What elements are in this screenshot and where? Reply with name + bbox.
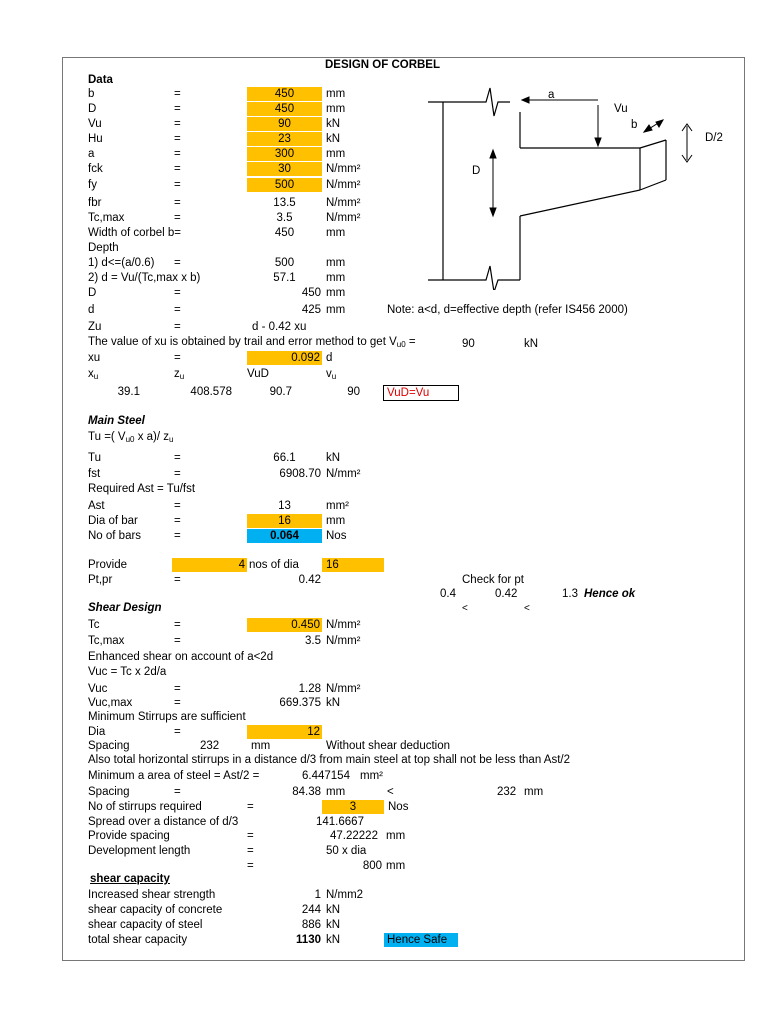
eq: = <box>174 500 181 512</box>
arrow-head <box>595 138 601 146</box>
unit: mm <box>326 257 346 269</box>
bottom-break-line <box>428 266 520 290</box>
xu-explanation: The value of xu is obtained by trail and error method to get $V_{u0}$ = <box>88 336 416 349</box>
unit: mm <box>326 103 346 115</box>
eq: = <box>174 103 181 115</box>
value-capacity-steel: 886 <box>301 919 321 931</box>
label-b: b <box>631 119 638 131</box>
value-d: 425 <box>301 304 321 316</box>
value-D2: 450 <box>301 287 321 299</box>
unit: N/mm² <box>326 179 361 191</box>
eq: = <box>174 257 181 269</box>
unit: mm <box>326 88 346 100</box>
value-spacing2: 84.38 <box>292 786 321 798</box>
unit: mm² <box>360 770 383 782</box>
label-xu: xu <box>88 352 101 364</box>
label-no-bars: No of bars <box>88 530 142 542</box>
eq: = <box>247 860 254 872</box>
unit: mm <box>386 830 406 842</box>
value-d1: 500 <box>274 257 295 269</box>
check-vud-vu: VuD=Vu <box>383 385 459 401</box>
label-nstir: No of stirrups required <box>88 801 202 813</box>
label-d2: D/2 <box>705 132 723 144</box>
label-D: D <box>88 103 97 115</box>
input-dia-bar[interactable]: 16 <box>247 514 322 528</box>
value-spacing: 232 <box>200 740 220 752</box>
corbel-diagram <box>418 80 728 290</box>
unit: N/mm2 <box>326 889 364 901</box>
unit: kN <box>326 118 341 130</box>
unit: mm <box>326 227 346 239</box>
unit: mm <box>251 740 271 752</box>
eq: = <box>174 197 181 209</box>
unit: mm <box>326 786 346 798</box>
label-fck: fck <box>88 163 103 175</box>
unit: N/mm² <box>326 468 361 480</box>
value-spread: 141.6667 <box>316 816 364 828</box>
value-development-length: 800 <box>362 860 382 872</box>
unit: kN <box>326 133 341 145</box>
eq: = <box>174 786 181 798</box>
label-spacing2: Spacing <box>88 786 130 798</box>
depth-edge-top <box>640 140 666 148</box>
value-no-bars: 0.064 <box>247 529 322 543</box>
value-ptpr: 0.42 <box>298 574 321 586</box>
unit: d <box>326 352 333 364</box>
label-total-capacity: total shear capacity <box>88 934 188 946</box>
label-tcmax: Tc,max <box>88 212 125 224</box>
note-text: Note: a<d, d=effective depth (refer IS456 2000) <box>387 304 628 316</box>
check-pt-max: 1.3 <box>562 588 578 600</box>
check-pt-value: 0.42 <box>495 588 518 600</box>
arrow-head <box>656 120 663 127</box>
value-width: 450 <box>274 227 295 239</box>
unit: N/mm² <box>326 197 361 209</box>
value-min-area: 6.447154 <box>302 770 350 782</box>
eq: = <box>174 619 181 631</box>
label-zu: Zu <box>88 321 102 333</box>
value-vuc: 1.28 <box>298 683 321 695</box>
provide-mid: nos of dia <box>249 559 299 571</box>
eq: = <box>174 574 181 586</box>
value-tcmax: 3.5 <box>305 635 321 647</box>
value-vucmax: 669.375 <box>279 697 321 709</box>
arrow-head <box>644 125 652 132</box>
label-Hu: Hu <box>88 133 103 145</box>
eq: = <box>174 452 181 464</box>
value-tu: 66.1 <box>273 452 296 464</box>
val-vu: 90 <box>347 386 360 398</box>
input-provide-nos[interactable]: 4 <box>172 558 247 572</box>
eq: = <box>174 697 181 709</box>
eq: = <box>174 468 181 480</box>
label-d2: 2) d = Vu/(Tc,max x b) <box>88 272 201 284</box>
eq: = <box>247 801 254 813</box>
label-capacity-concrete: shear capacity of concrete <box>88 904 223 916</box>
depth-edge-bottom <box>640 180 666 190</box>
value-ast: 13 <box>278 500 291 512</box>
input-tc[interactable]: 0.450 <box>247 618 322 632</box>
input-nstir[interactable]: 3 <box>322 800 384 814</box>
label-tc: Tc <box>88 619 100 631</box>
value-total-capacity: 1130 <box>296 934 321 946</box>
check-pt-label: Check for pt <box>462 574 524 586</box>
eq: = <box>174 515 181 527</box>
shear-capacity-header: shear capacity <box>90 873 170 885</box>
eq: = <box>247 830 254 842</box>
label-vucmax: Vuc,max <box>88 697 133 709</box>
spacing-note: Without shear deduction <box>326 740 451 752</box>
label-b: b <box>88 88 95 100</box>
label-D2: D <box>88 287 97 299</box>
label-ptpr: Pt,pr <box>88 574 113 586</box>
unit: N/mm² <box>326 212 361 224</box>
unit: mm <box>326 515 346 527</box>
unit: kN <box>326 697 341 709</box>
unit: mm <box>326 148 346 160</box>
label-fbr: fbr <box>88 197 102 209</box>
label-spread: Spread over a distance of d/3 <box>88 816 239 828</box>
hdr-zu: $z_u$ <box>174 368 185 381</box>
top-break-line <box>428 88 510 116</box>
val-xu: 39.1 <box>117 386 140 398</box>
label-vu: Vu <box>614 103 628 115</box>
label-d: d <box>88 304 95 316</box>
unit: mm² <box>326 500 349 512</box>
label-fy: fy <box>88 179 97 191</box>
label-tcmax: Tc,max <box>88 635 125 647</box>
lt-symbol: < <box>462 603 468 614</box>
value-provide-spacing: 47.22222 <box>330 830 378 842</box>
label-width: Width of corbel b= <box>88 227 182 239</box>
label-a: a <box>548 89 555 101</box>
unit: N/mm² <box>326 619 361 631</box>
input-stirrup-dia[interactable]: 12 <box>247 725 322 739</box>
eq: = <box>174 530 181 542</box>
value-increased-shear: 1 <box>314 889 321 901</box>
hdr-xu: $x_u$ <box>88 368 99 381</box>
label-stirrup-dia: Dia <box>88 726 106 738</box>
check-pt-result: Hence ok <box>584 588 636 600</box>
min-stirrups: Minimum Stirrups are sufficient <box>88 711 246 723</box>
eq: = <box>174 683 181 695</box>
unit: mm <box>524 786 544 798</box>
tu-formula: Tu =( $V_{u0}$ x a)/ $z_u$ <box>88 431 174 444</box>
horizontal-stirrups-note: Also total horizontal stirrups in a distance d/3 from main steel at top shall not be less than Ast/2 <box>88 754 570 766</box>
unit: N/mm² <box>326 163 361 175</box>
unit: mm <box>326 304 346 316</box>
input-b[interactable]: 450 <box>247 87 322 101</box>
arrow-head <box>490 150 496 158</box>
enhanced-shear: Enhanced shear on account of a<2d <box>88 651 274 663</box>
unit: Nos <box>326 530 347 542</box>
eq: = <box>174 352 181 364</box>
unit: N/mm² <box>326 683 361 695</box>
val-vud: 90.7 <box>269 386 292 398</box>
unit: kN <box>326 934 341 946</box>
hdr-vu: $v_u$ <box>326 368 337 381</box>
label-development-length: Development length <box>88 845 191 857</box>
input-provide-dia[interactable]: 16 <box>322 558 384 572</box>
eq: = <box>174 321 181 333</box>
label-fst: fst <box>88 468 101 480</box>
unit: Nos <box>388 801 409 813</box>
input-xu[interactable]: 0.092 <box>247 351 322 365</box>
value-fbr: 13.5 <box>273 197 296 209</box>
input-a[interactable]: 300 <box>247 147 322 161</box>
eq: = <box>174 118 181 130</box>
eq: = <box>174 133 181 145</box>
eq: = <box>174 148 181 160</box>
main-steel-header: Main Steel <box>88 415 145 427</box>
label-dia-bar: Dia of bar <box>88 515 138 527</box>
eq: = <box>174 726 181 738</box>
unit: kN <box>326 919 341 931</box>
lt-symbol: < <box>524 603 530 614</box>
label-d1: 1) d<=(a/0.6) <box>88 257 155 269</box>
corbel-bottom <box>520 190 640 216</box>
xu-target: 90 <box>462 338 475 350</box>
hdr-vud: VuD <box>247 368 269 380</box>
label-min-area: Minimum a area of steel = Ast/2 = <box>88 770 260 782</box>
label-spacing: Spacing <box>88 740 130 752</box>
label-vuc: Vuc <box>88 683 108 695</box>
value-tcmax: 3.5 <box>276 212 293 224</box>
input-Hu[interactable]: 23 <box>247 132 322 146</box>
value-development-formula: 50 x dia <box>326 845 367 857</box>
arrow-head <box>522 97 529 103</box>
label-Vu: Vu <box>88 118 102 130</box>
status-badge: Hence Safe <box>384 933 458 947</box>
value-fst: 6908.70 <box>279 468 321 480</box>
input-D[interactable]: 450 <box>247 102 322 116</box>
eq: = <box>174 212 181 224</box>
label-increased-shear: Increased shear strength <box>88 889 216 901</box>
lt-symbol: < <box>387 786 394 798</box>
eq: = <box>174 287 181 299</box>
unit: mm <box>326 287 346 299</box>
label-tu: Tu <box>88 452 101 464</box>
eq: = <box>174 635 181 647</box>
label-a: a <box>88 148 95 160</box>
value-d2: 57.1 <box>273 272 296 284</box>
unit: kN <box>326 452 341 464</box>
unit: kN <box>326 904 341 916</box>
unit: N/mm² <box>326 635 361 647</box>
data-header: Data <box>88 74 113 86</box>
eq: = <box>247 845 254 857</box>
label-ast: Ast <box>88 500 105 512</box>
input-Vu[interactable]: 90 <box>247 117 322 131</box>
page-title: DESIGN OF CORBEL <box>325 59 441 71</box>
xu-target-unit: kN <box>524 338 539 350</box>
zu-formula: d - 0.42 xu <box>252 321 307 333</box>
arrow-head <box>490 208 496 216</box>
required-ast: Required Ast = Tu/fst <box>88 483 196 495</box>
value-spacing-limit: 232 <box>497 786 517 798</box>
label-provide: Provide <box>88 559 127 571</box>
depth-label: Depth <box>88 242 119 254</box>
input-fck[interactable]: 30 <box>247 162 322 176</box>
check-pt-min: 0.4 <box>440 588 456 600</box>
input-fy[interactable]: 500 <box>247 178 322 192</box>
eq: = <box>174 304 181 316</box>
label-provide-spacing: Provide spacing <box>88 830 170 842</box>
vuc-formula: Vuc = Tc x 2d/a <box>88 666 167 678</box>
unit: mm <box>326 272 346 284</box>
shear-design-header: Shear Design <box>88 602 162 614</box>
label-capacity-steel: shear capacity of steel <box>88 919 203 931</box>
value-capacity-concrete: 244 <box>301 904 321 916</box>
val-zu: 408.578 <box>190 386 232 398</box>
eq: = <box>174 88 181 100</box>
label-D: D <box>472 165 481 177</box>
eq: = <box>174 179 181 191</box>
eq: = <box>174 163 181 175</box>
unit: mm <box>386 860 406 872</box>
